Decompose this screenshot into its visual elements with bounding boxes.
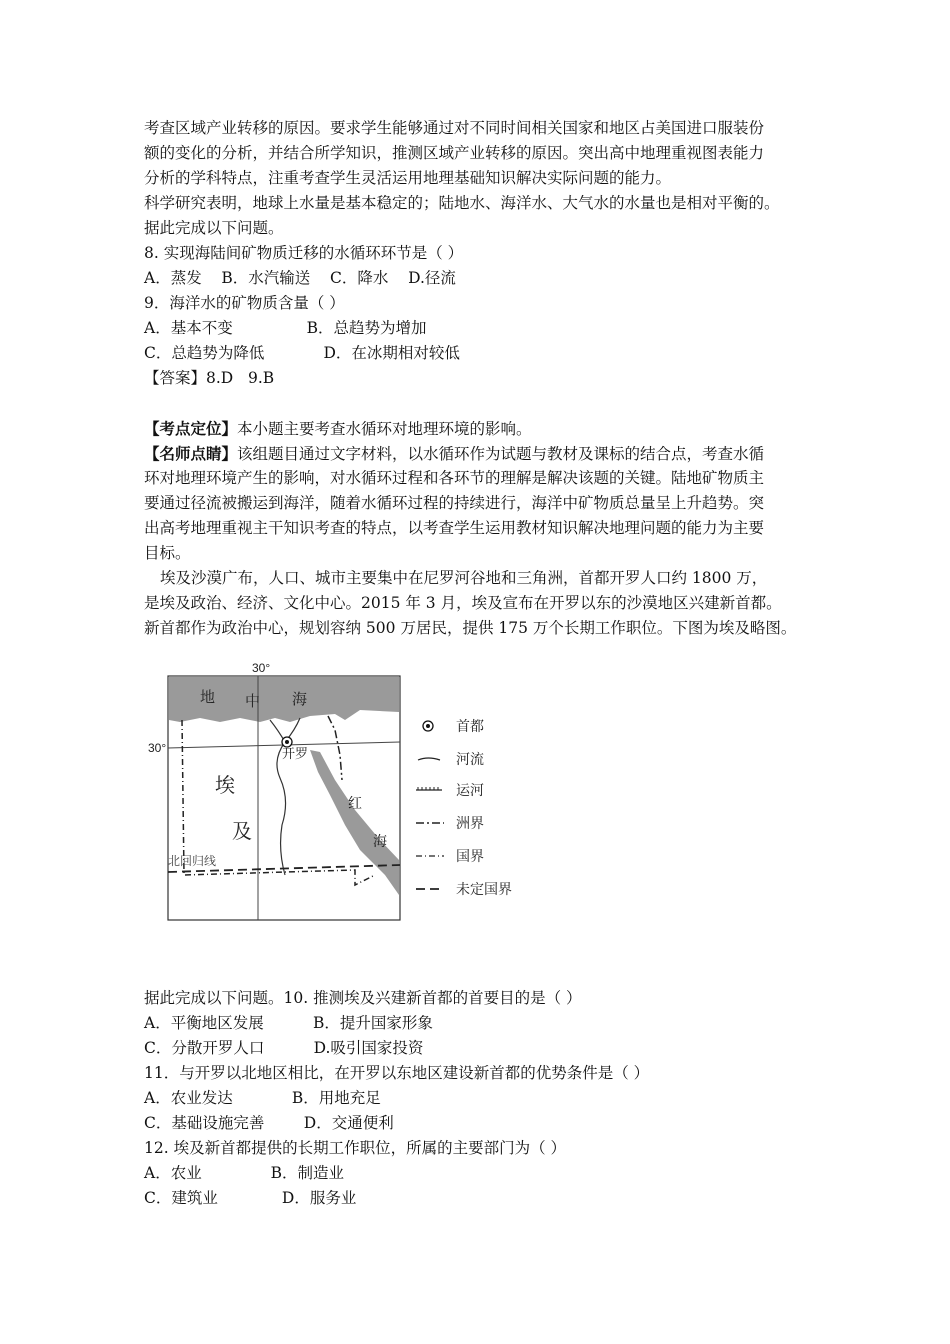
mingshi-paragraph [144, 441, 814, 467]
legend-continent-border: 洲界 [456, 816, 484, 832]
tropic-label: 北回归线 [168, 854, 217, 868]
question-10-stem: 据此完成以下问题。10. 推测埃及兴建新首都的首要目的是（ ） [144, 989, 582, 1007]
intro-line: 额的变化的分析，并结合所学知识，推测区域产业转移的原因。突出高中地理重视图表能力 [144, 144, 765, 162]
egypt-line: 新首都作为政治中心，规划容纳 500 万居民，提供 175 万个长期工作职位。下图为埃及略图。 [144, 619, 797, 637]
red-sea-char: 海 [373, 834, 387, 850]
legend-undetermined-border: 未定国界 [456, 882, 512, 898]
question-11-options: C．基础设施完善 D．交通便利 [144, 1114, 394, 1132]
legend-national-border: 国界 [456, 849, 484, 865]
question-10-options: A．平衡地区发展 B．提升国家形象 [144, 1014, 433, 1032]
country-char: 及 [232, 819, 252, 843]
red-sea-char: 红 [348, 796, 362, 812]
lat-label: 30° [148, 741, 167, 755]
egypt-line: 是埃及政治、经济、文化中心。2015 年 3 月，埃及宣布在开罗以东的沙漠地区兴建新首都。 [144, 594, 782, 612]
kaodian-text: 本小题主要考查水循环对地理环境的影响。 [237, 420, 532, 438]
intro-line: 据此完成以下问题。 [144, 219, 284, 237]
egypt-map-svg [148, 660, 540, 930]
question-10-options: C．分散开罗人口 D.吸引国家投资 [144, 1039, 424, 1057]
question-11-stem: 11．与开罗以北地区相比，在开罗以东地区建设新首都的优势条件是（ ） [144, 1064, 650, 1082]
kaodian-label: 【考点定位】 [144, 419, 238, 438]
legend-canal: 运河 [456, 783, 484, 799]
lon-label: 30° [252, 661, 271, 675]
question-12-options: A．农业 B．制造业 [144, 1164, 345, 1182]
question-8-options: A．蒸发 B．水汽输送 C．降水 D.径流 [144, 269, 456, 287]
question-8-stem: 8. 实现海陆间矿物质迁移的水循环环节是（ ） [144, 244, 464, 262]
sea-char: 地 [200, 688, 216, 706]
question-12-options: C．建筑业 D．服务业 [144, 1189, 357, 1207]
intro-line: 科学研究表明，地球上水量是基本稳定的；陆地水、海洋水、大气水的水量也是相对平衡的。 [144, 194, 780, 212]
sea-char: 中 [245, 692, 261, 710]
legend-river: 河流 [456, 752, 484, 768]
answer-line: 【答案】8.D 9.B [144, 369, 275, 387]
question-9-options: C．总趋势为降低 D．在冰期相对较低 [144, 344, 460, 362]
country-char: 埃 [215, 773, 235, 797]
map-legend [416, 719, 512, 898]
capital-label: 开罗 [282, 747, 309, 762]
question-9-options: A．基本不变 B．总趋势为增加 [144, 319, 427, 337]
egypt-line: 埃及沙漠广布，人口、城市主要集中在尼罗河谷地和三角洲，首都开罗人口约 1800 万， [160, 569, 768, 587]
question-9-stem: 9．海洋水的矿物质含量（ ） [144, 294, 345, 312]
question-11-options: A．农业发达 B．用地充足 [144, 1089, 381, 1107]
sea-char: 海 [292, 690, 308, 708]
intro-line: 分析的学科特点，注重考查学生灵活运用地理基础知识解决实际问题的能力。 [144, 169, 672, 187]
mingshi-line: 目标。 [144, 544, 191, 562]
mingshi-text: 该组题目通过文字材料，以水循环作为试题与教材及课标的结合点，考查水循 [237, 445, 765, 463]
mingshi-label: 【名师点睛】 [144, 444, 238, 463]
kaodian-paragraph [144, 416, 814, 442]
legend-capital: 首都 [456, 719, 484, 735]
intro-line: 考查区域产业转移的原因。要求学生能够通过对不同时间相关国家和地区占美国进口服装份 [144, 119, 765, 137]
question-12-stem: 12. 埃及新首都提供的长期工作职位，所属的主要部门为（ ） [144, 1139, 567, 1157]
mingshi-line: 出高考地理重视主干知识考查的特点，以考查学生运用教材知识解决地理问题的能力为主要 [144, 519, 765, 537]
egypt-map-figure [148, 660, 540, 930]
mingshi-line: 环对地理环境产生的影响，对水循环过程和各环节的理解是解决该题的关键。陆地矿物质主 [144, 469, 765, 487]
mingshi-line: 要通过径流被搬运到海洋，随着水循环过程的持续进行，海洋中矿物质总量呈上升趋势。突 [144, 494, 765, 512]
